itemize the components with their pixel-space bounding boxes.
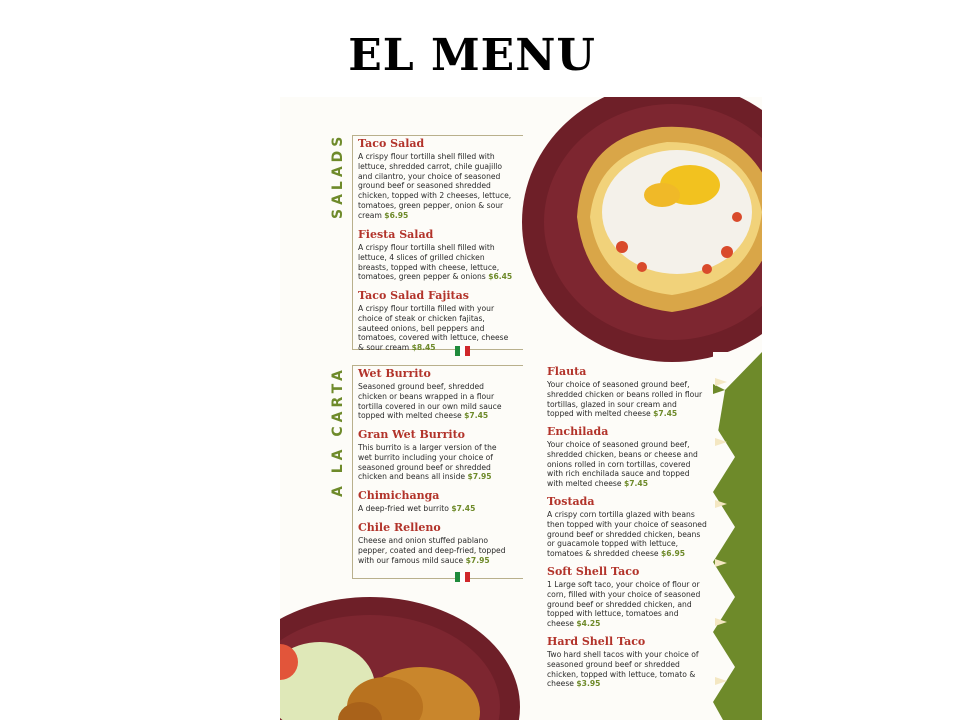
item-price: $4.25: [576, 619, 601, 629]
item-name: Fiesta Salad: [358, 228, 434, 241]
section-label-a-la-carta: A LA CARTA: [330, 366, 346, 497]
chile-relleno-photo: [280, 592, 520, 720]
item-description: 1 Large soft taco, your choice of flour or corn, filled with your choice of seasoned ground beef or shredded chicken, and topped with lettuce, tomatoes and cheese $4.25: [547, 580, 701, 629]
item-description: Two hard shell tacos with your choice of seasoned ground beef or shredded chicken, topped with lettuce, tomato & cheese $3.95: [547, 650, 699, 689]
item-description: Your choice of seasoned ground beef, shredded chicken, beans or cheese and onions rolled in corn tortillas, covered with rich enchilada sauce and topped with melted cheese $7.45: [547, 440, 698, 489]
menu-item: [547, 425, 707, 489]
item-description: A deep-fried wet burrito $7.45: [358, 504, 476, 513]
menu-item: [547, 495, 707, 559]
menu-item: [358, 289, 516, 353]
item-name: Gran Wet Burrito: [358, 428, 465, 441]
green-zigzag-strip: [713, 352, 762, 720]
item-price: $7.95: [467, 472, 492, 482]
item-description: A crispy flour tortilla filled with your choice of steak or chicken fajitas, sauteed onions, bell peppers and tomatoes, covered with lettuce, cheese & sour cream $8.45: [358, 304, 509, 353]
item-name: Taco Salad: [358, 137, 425, 150]
item-name: Chimichanga: [358, 489, 440, 502]
section-label-salads: SALADS: [330, 132, 346, 219]
menu-page: [280, 97, 762, 720]
taco-salad-photo: [522, 97, 762, 367]
item-name: Enchilada: [547, 425, 609, 438]
menu-item: [358, 428, 508, 482]
item-name: Hard Shell Taco: [547, 635, 646, 648]
item-description: A crispy flour tortilla shell filled with lettuce, shredded carrot, chile guajillo and cilantro, your choice of seasoned ground beef or seasoned shredded chicken, topped with 2 cheeses, lettuce, tomatoes, green pepper, onion & sour cream $6.95: [358, 152, 512, 220]
menu-item: [358, 521, 510, 565]
item-name: Flauta: [547, 365, 587, 378]
item-description: Your choice of seasoned ground beef, shredded chicken or beans rolled in flour tortillas, glazed in sour cream and topped with melted cheese $7.45: [547, 380, 703, 419]
menu-item: [358, 367, 508, 421]
menu-item: [547, 565, 705, 629]
menu-item: [547, 365, 705, 419]
item-name: Wet Burrito: [358, 367, 431, 380]
slide-title: EL MENU: [348, 30, 596, 81]
mexican-flag-icon: [455, 572, 470, 582]
item-price: $7.45: [653, 409, 678, 419]
item-price: $3.95: [576, 679, 601, 689]
item-price: $6.45: [488, 272, 513, 282]
item-price: $7.95: [465, 555, 490, 565]
item-price: $6.95: [661, 549, 686, 559]
item-name: Chile Relleno: [358, 521, 441, 534]
item-price: $6.95: [384, 210, 409, 220]
item-price: $7.45: [623, 479, 649, 489]
item-name: Tostada: [547, 495, 595, 508]
item-name: Soft Shell Taco: [547, 565, 640, 578]
menu-item: [358, 228, 514, 282]
menu-item: [358, 489, 508, 514]
item-description: This burrito is a larger version of the wet burrito including your choice of seasoned ground beef or shredded chicken and beans all inside $7.95: [358, 443, 497, 482]
item-description: Seasoned ground beef, shredded chicken or beans wrapped in a flour tortilla covered in our own mild sauce topped with melted cheese $7.45: [358, 382, 502, 421]
item-description: A crispy flour tortilla shell filled with lettuce, 4 slices of grilled chicken breasts, topped with cheese, lettuce, tomatoes, green pepper & onions $6.45: [358, 243, 513, 282]
menu-item: [547, 635, 705, 689]
item-name: Taco Salad Fajitas: [358, 289, 469, 302]
item-price: $8.45: [411, 343, 436, 353]
item-price: $7.45: [451, 504, 476, 513]
item-description: Cheese and onion stuffed pablano pepper, coated and deep-fried, topped with our famous mild sauce $7.95: [358, 536, 506, 565]
menu-item: [358, 137, 514, 221]
item-description: A crispy corn tortilla glazed with beans then topped with your choice of seasoned ground beef or shredded chicken, beans or guacamole topped with lettuce, tomatoes & shredded cheese $6.95: [547, 510, 707, 559]
item-price: $7.45: [464, 411, 489, 421]
